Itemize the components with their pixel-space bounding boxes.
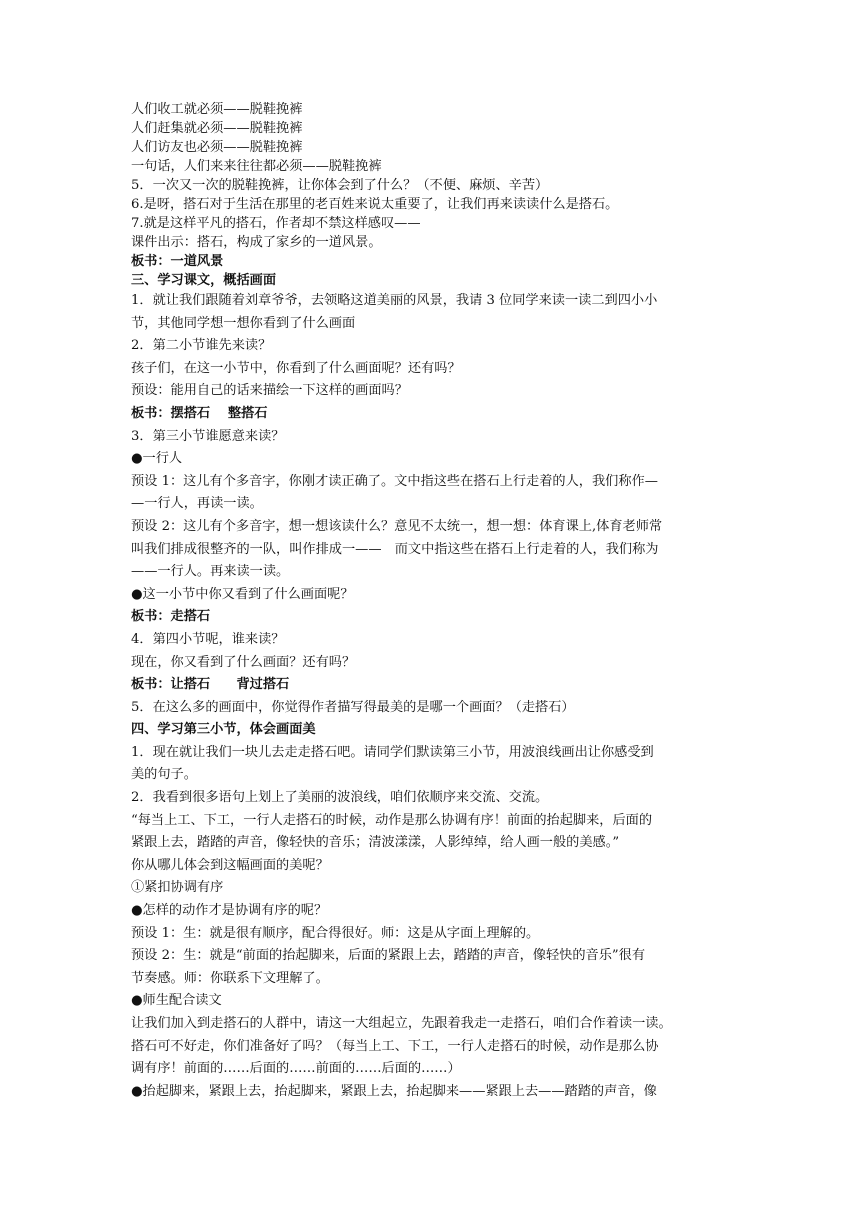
text-line: 人们赶集就必须——脱鞋挽裤 <box>131 121 303 136</box>
text-line: 人们收工就必须——脱鞋挽裤 <box>131 102 303 117</box>
text-line: 预设 2：这儿有个多音字，想一想该读什么？意见不太统一，想一想：体育课上,体育老师常 <box>131 518 663 534</box>
text-line: 2．第二小节谁先来读？ <box>131 338 272 354</box>
text-line: 预设 2：生：就是“前面的抬起脚来，后面的紧跟上去，踏踏的声音，像轻快的音乐”很有 <box>131 948 645 964</box>
text-line: 调有序！前面的……后面的……前面的……后面的……） <box>131 1061 461 1077</box>
text-line: 叫我们排成很整齐的一队，叫作排成一—— 而文中指这些在搭石上行走着的人，我们称为 <box>131 541 659 557</box>
board-note: 板书：摆搭石 整搭石 <box>131 405 268 421</box>
board-note: 板书：一道风景 <box>131 254 224 269</box>
section-heading: 三、学习课文，概括画面 <box>131 273 277 288</box>
text-line: 搭石可不好走，你们准备好了吗？（每当上工、下工，一行人走搭石的时候，动作是那么协 <box>131 1038 659 1054</box>
text-line: 预设 1：生：就是很有顺序，配合得很好。师：这是从字面上理解的。 <box>131 925 540 941</box>
text-line: ●这一小节中你又看到了什么画面呢？ <box>131 586 354 602</box>
text-line: 美的句子。 <box>131 767 197 783</box>
text-line: 1．现在就让我们一块儿去走走搭石吧。请同学们默读第三小节，用波浪线画出让你感受到 <box>131 744 654 760</box>
text-line: —一行人，再读一读。 <box>131 496 263 512</box>
text-line: 预设 1：这儿有个多音字，你刚才读正确了。文中指这些在搭石上行走着的人，我们称作— <box>131 473 658 489</box>
text-line: 4．第四小节呢，谁来读？ <box>131 631 285 647</box>
text-line: 6.是呀，搭石对于生活在那里的老百姓来说太重要了，让我们再来读读什么是搭石。 <box>131 197 619 212</box>
quote-line: “每当上工、下工，一行人走搭石的时候，动作是那么协调有序！前面的抬起脚来，后面的 <box>131 812 653 828</box>
quote-line: 紧跟上去，踏踏的声音，像轻快的音乐；清波漾漾，人影绰绰，给人画一般的美感。” <box>131 835 620 851</box>
board-note: 板书：让搭石 背过搭石 <box>131 677 290 693</box>
text-line: 节奏感。师：你联系下文理解了。 <box>131 970 329 986</box>
text-line: 预设：能用自己的话来描绘一下这样的画面吗？ <box>131 383 408 399</box>
text-line: 人们访友也必须——脱鞋挽裤 <box>131 140 303 155</box>
text-line: 5．在这么多的画面中，你觉得作者描写得最美的是哪一个画面？（走搭石） <box>131 699 575 715</box>
document-body <box>131 100 731 1103</box>
text-line: 节，其他同学想一想你看到了什么画面 <box>131 315 356 331</box>
text-line: 课件出示：搭石，构成了家乡的一道风景。 <box>131 235 382 250</box>
text-line: ●怎样的动作才是协调有序的呢？ <box>131 903 328 919</box>
text-line: 1．就让我们跟随着刘章爷爷，去领略这道美丽的风景，我请 3 位同学来读一读二到四小小 <box>131 293 658 308</box>
text-line: 一句话，人们来来往往都必须——脱鞋挽裤 <box>131 159 382 174</box>
text-line: 让我们加入到走搭石的人群中，请这一大组起立，先跟着我走一走搭石，咱们合作着读一读。 <box>131 1016 672 1031</box>
text-line: 现在，你又看到了什么画面？还有吗？ <box>131 654 356 670</box>
text-line: 你从哪儿体会到这幅画面的美呢？ <box>131 857 329 873</box>
text-line: ●师生配合读文 <box>131 993 222 1009</box>
text-line: ●一行人 <box>131 451 183 467</box>
text-line: 5．一次又一次的脱鞋挽裤，让你体会到了什么？（不便、麻烦、辛苦） <box>131 178 549 193</box>
text-line: 7.就是这样平凡的搭石，作者却不禁这样感叹—— <box>131 216 421 231</box>
text-line: 孩子们，在这一小节中，你看到了什么画面呢？还有吗？ <box>131 360 461 376</box>
text-line: 3．第三小节谁愿意来读？ <box>131 428 285 444</box>
board-note: 板书：走搭石 <box>131 609 211 625</box>
text-line: 2．我看到很多语句上划上了美丽的波浪线，咱们依顺序来交流、交流。 <box>131 790 549 806</box>
section-heading: 四、学习第三小节，体会画面美 <box>131 722 316 738</box>
text-line: ●抬起脚来，紧跟上去，抬起脚来，紧跟上去，抬起脚来——紧跟上去——踏踏的声音，像 <box>131 1083 657 1099</box>
text-line: ①紧扣协调有序 <box>131 880 224 896</box>
text-line: ——一行人。再来读一读。 <box>131 564 290 580</box>
